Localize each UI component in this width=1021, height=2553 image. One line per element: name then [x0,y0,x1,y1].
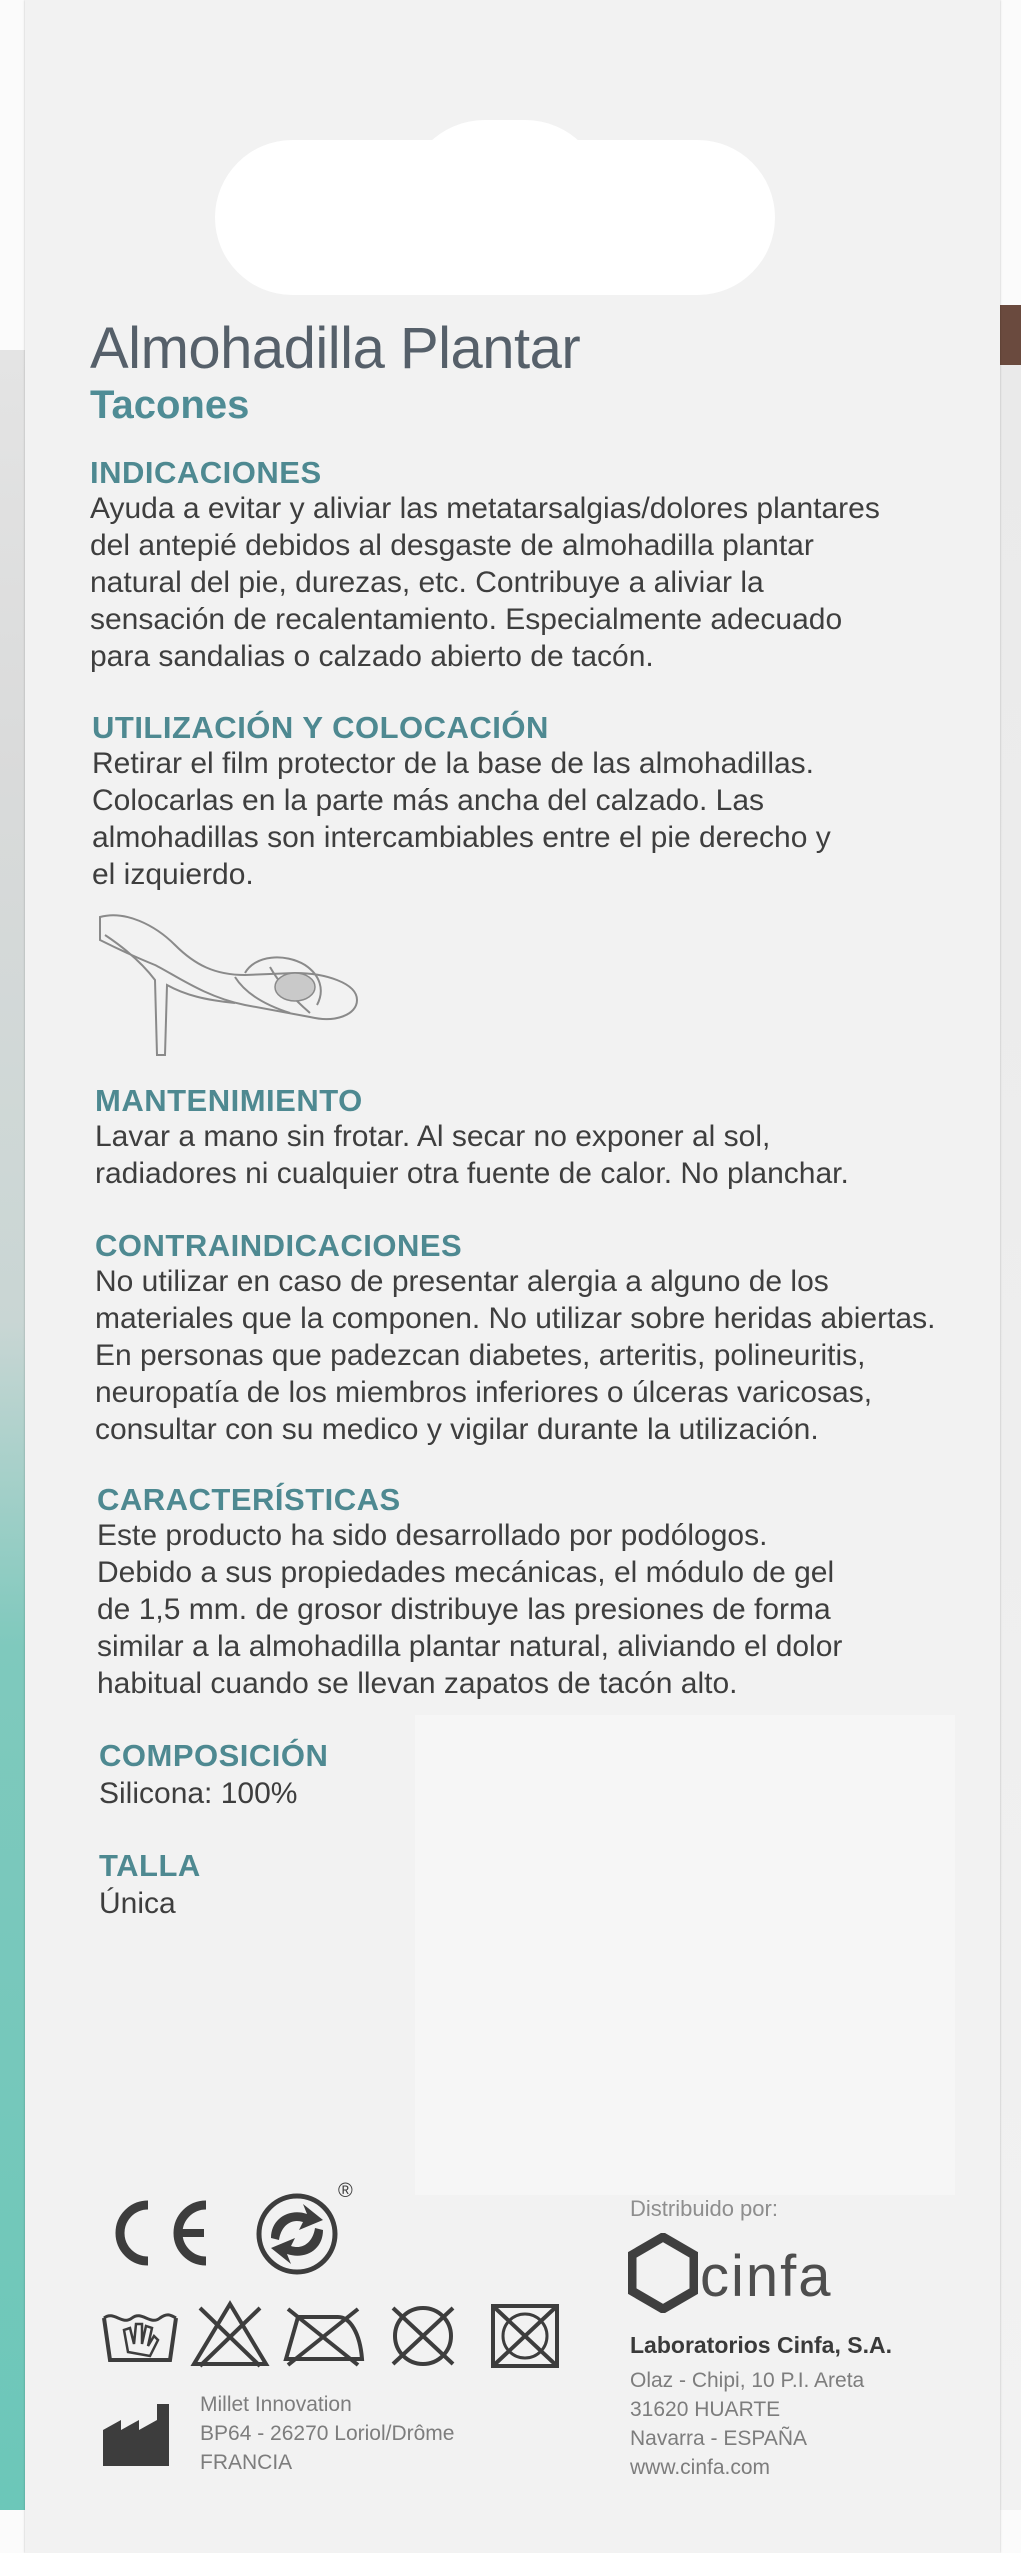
manufacturer-line: FRANCIA [200,2451,293,2474]
product-subtitle: Tacones [90,383,250,427]
text-line: el izquierdo. [92,858,254,891]
heading-contraindicaciones: CONTRAINDICACIONES [95,1228,463,1263]
distributor-line: 31620 HUARTE [630,2398,781,2421]
cinfa-logo-icon [628,2233,698,2313]
text-line: habitual cuando se llevan zapatos de tacón alto. [97,1667,738,1700]
green-dot-icon [255,2188,345,2278]
text-line: sensación de recalentamiento. Especialmente adecuado [90,603,843,636]
manufacturer-line: Millet Innovation [200,2393,352,2416]
distributor-website: www.cinfa.com [630,2456,771,2479]
text-line: Debido a sus propiedades mecánicas, el módulo de gel [97,1556,835,1589]
text-line: almohadillas son intercambiables entre el pie derecho y [92,821,831,854]
distributed-by-label: Distribuido por: [630,2196,778,2221]
factory-icon [103,2400,188,2470]
text-line: similar a la almohadilla plantar natural, aliviando el dolor [97,1630,843,1663]
heading-utilizacion: UTILIZACIÓN Y COLOCACIÓN [92,710,549,745]
high-heel-shoe-icon [95,905,365,1060]
text-utilizacion [92,745,938,893]
no-bleach-icon [190,2300,270,2370]
text-line: radiadores ni cualquier otra fuente de calor. No planchar. [95,1157,849,1190]
distributor-address [630,2366,864,2482]
manufacturer-address [200,2390,454,2477]
no-iron-icon [278,2303,368,2368]
text-line: para sandalias o calzado abierto de tacón. [90,640,654,673]
text-caracteristicas [97,1517,940,1702]
cinfa-brand: cinfa [700,2244,833,2309]
no-dry-clean-icon [383,2300,463,2370]
text-line: Ayuda a evitar y aliviar las metatarsalgias/dolores plantares [90,492,880,525]
text-line: materiales que la componen. No utilizar sobre heridas abiertas. [95,1302,936,1335]
heading-composicion: COMPOSICIÓN [99,1738,329,1773]
heading-mantenimiento: MANTENIMIENTO [95,1083,363,1118]
distributor-line: Navarra - ESPAÑA [630,2427,807,2450]
text-line: Colocarlas en la parte más ancha del calzado. Las [92,784,765,817]
text-line: del antepié debidos al desgaste de almohadilla plantar [90,529,814,562]
text-line: de 1,5 mm. de grosor distribuye las presiones de forma [97,1593,831,1626]
manufacturer-line: BP64 - 26270 Loriol/Drôme [200,2422,455,2445]
hand-wash-icon [100,2300,180,2370]
product-title: Almohadilla Plantar [90,316,581,381]
text-line: No utilizar en caso de presentar alergia a alguno de los [95,1265,829,1298]
registered-mark: ® [338,2180,353,2202]
text-line: Retirar el film protector de la base de las almohadillas. [92,747,815,780]
text-line: Este producto ha sido desarrollado por podólogos. [97,1519,768,1552]
text-line: neuropatía de los miembros inferiores o úlceras varicosas, [95,1376,873,1409]
heading-caracteristicas: CARACTERÍSTICAS [97,1482,401,1517]
distributor-name: Laboratorios Cinfa, S.A. [630,2332,892,2358]
text-indicaciones [90,490,936,675]
text-line: consultar con su medico y vigilar durante la utilización. [95,1413,819,1446]
blank-label-area [415,1715,955,2195]
value-composicion: Silicona: 100% [99,1777,298,1810]
ce-mark-icon [100,2195,215,2270]
distributor-line: Olaz - Chipi, 10 P.I. Areta [630,2369,865,2392]
value-talla: Única [99,1887,176,1920]
text-line: natural del pie, durezas, etc. Contribuye a aliviar la [90,566,764,599]
text-line: En personas que padezcan diabetes, arteritis, polineuritis, [95,1339,866,1372]
no-tumble-dry-icon [485,2300,565,2370]
text-line: Lavar a mano sin frotar. Al secar no exponer al sol, [95,1120,771,1153]
heading-indicaciones: INDICACIONES [90,455,322,490]
text-contraindicaciones [95,1263,940,1448]
text-mantenimiento [95,1118,940,1192]
heading-talla: TALLA [99,1848,201,1883]
